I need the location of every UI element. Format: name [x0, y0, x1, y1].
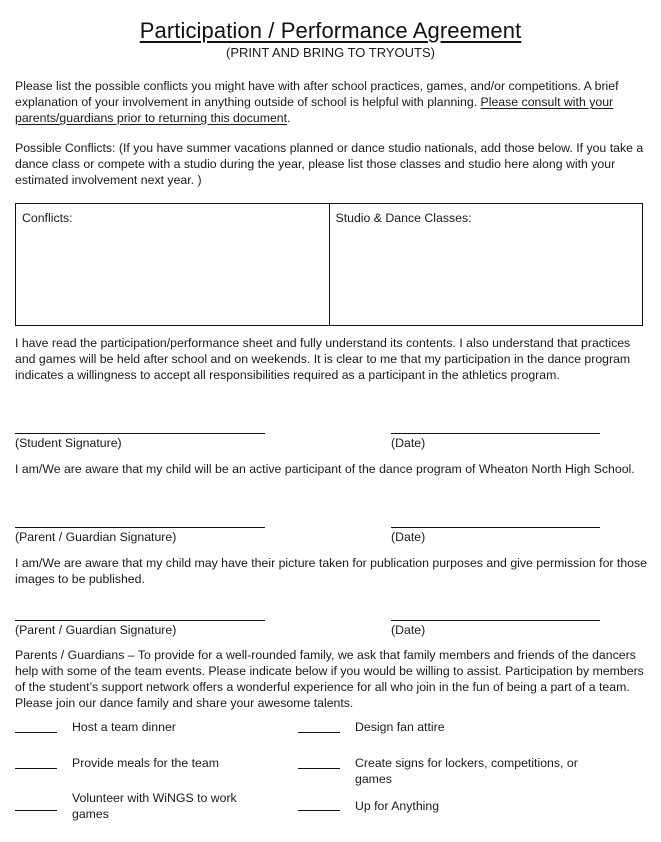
parent-date-line-1[interactable] — [391, 527, 600, 528]
intro-end: . — [287, 111, 291, 125]
conflicts-table — [15, 203, 643, 326]
parent-date-label-1: (Date) — [391, 530, 426, 544]
parent-statement-2: I am/We are aware that my child may have their picture taken for publication purposes and give permission for those images to be published. — [15, 556, 648, 586]
volunteer-option-design-fan-attire: Design fan attire — [355, 720, 445, 734]
volunteer-option-create-signs: Create signs for lockers, competitions, or games — [355, 756, 578, 786]
volunteer-option-wings: Volunteer with WiNGS to work games — [72, 791, 237, 821]
conflicts-field[interactable] — [16, 204, 329, 325]
parent-date-line-2[interactable] — [391, 620, 600, 621]
student-date-label: (Date) — [391, 436, 426, 450]
intro-text: Please list the possible conflicts you might have with after school practices, games, and/or competitions. A brief explanation of your involvement in anything outside of school is helpful with planning. — [15, 79, 619, 109]
volunteer-blank-provide-meals[interactable] — [15, 768, 57, 769]
volunteer-option-provide-meals: Provide meals for the team — [72, 756, 219, 770]
volunteer-intro: Parents / Guardians – To provide for a well-rounded family, we ask that family members and friends of the dancers help with some of the team events. Please indicate below if you would be willing to assist. Participation by members of the student’s support network offers a wonderful experience for all who join in the fun of being a part of a team. Please join our dance family and share your awesome talents. — [15, 648, 644, 710]
studio-classes-field[interactable] — [329, 204, 643, 325]
parent-signature-line-1[interactable] — [15, 527, 265, 528]
page-subtitle: (PRINT AND BRING TO TRYOUTS) — [226, 45, 435, 60]
volunteer-blank-up-for-anything[interactable] — [298, 810, 340, 811]
volunteer-blank-wings[interactable] — [15, 810, 57, 811]
volunteer-blank-create-signs[interactable] — [298, 768, 340, 769]
volunteer-blank-design-fan-attire[interactable] — [298, 732, 340, 733]
page-title: Participation / Performance Agreement — [139, 18, 522, 43]
intro-paragraph — [15, 78, 647, 126]
volunteer-option-up-for-anything: Up for Anything — [355, 799, 440, 813]
parent-signature-line-2[interactable] — [15, 620, 265, 621]
parent-statement-1: I am/We are aware that my child will be an active participant of the dance program of Wheaton North High School. — [15, 462, 635, 476]
student-signature-line[interactable] — [15, 433, 265, 434]
volunteer-option-host-dinner: Host a team dinner — [72, 720, 176, 734]
intro-underlined-text: Please consult with your parents/guardians prior to returning this document — [15, 95, 614, 125]
parent-date-label-2: (Date) — [391, 623, 426, 637]
possible-conflicts-paragraph: Possible Conflicts: (If you have summer vacations planned or dance studio nationals, add those below. If you take a dance class or compete with a studio during the year, please list those classes and studio here along with your estimated involvement next year. ) — [15, 141, 644, 187]
conflicts-label: Conflicts: — [22, 211, 73, 225]
student-signature-label: (Student Signature) — [15, 436, 122, 450]
student-statement: I have read the participation/performance sheet and fully understand its contents. I also understand that practices and games will be held after school and on weekends. It is clear to me that my participation in the dance program indicates a willingness to accept all responsibilities required as a participant in the athletics program. — [15, 336, 631, 382]
parent-signature-label-2: (Parent / Guardian Signature) — [15, 623, 177, 637]
parent-signature-label-1: (Parent / Guardian Signature) — [15, 530, 177, 544]
student-date-line[interactable] — [391, 433, 600, 434]
volunteer-blank-host-dinner[interactable] — [15, 732, 57, 733]
studio-classes-label: Studio & Dance Classes: — [335, 211, 472, 225]
